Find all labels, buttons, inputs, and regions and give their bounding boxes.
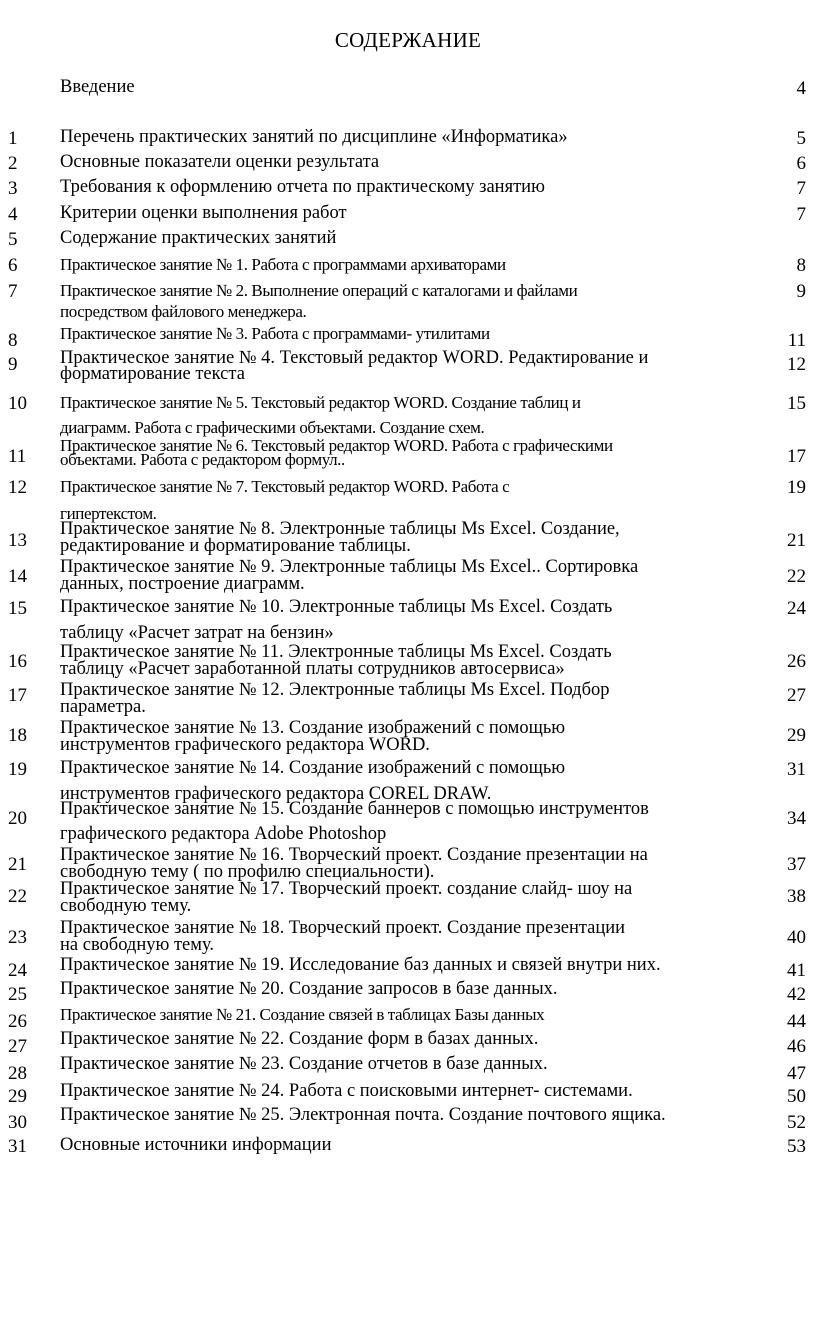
toc-item-number: 20 xyxy=(8,808,27,829)
toc-item-number: 16 xyxy=(8,651,27,672)
toc-item-title: Критерии оценки выполнения работ xyxy=(60,203,347,223)
toc-item-page: 40 xyxy=(787,927,806,948)
toc-item-title: Практическое занятие № 21. Создание связей в таблицах Базы данных xyxy=(60,1005,545,1024)
toc-item-title-continued: свободную тему. xyxy=(60,896,192,916)
toc-item-title: Практическое занятие № 15. Создание баннеров с помощью инструментов xyxy=(60,799,649,819)
toc-item-number: 21 xyxy=(8,854,27,875)
toc-item-page: 53 xyxy=(787,1136,806,1157)
toc-item-page: 42 xyxy=(787,984,806,1005)
toc-item-title-continued: таблицу «Расчет заработанной платы сотрудников автосервиса» xyxy=(60,659,565,679)
toc-item-number: 11 xyxy=(8,446,27,467)
toc-item-title: Практическое занятие № 19. Исследование баз данных и связей внутри них. xyxy=(60,955,661,975)
toc-item-page: 19 xyxy=(787,477,806,498)
toc-item-title: Практическое занятие № 6. Текстовый редактор WORD. Работа с графическими xyxy=(60,436,613,455)
toc-item-title: Практическое занятие № 11. Электронные таблицы Ms Excel. Создать xyxy=(60,642,612,662)
toc-item-number: 17 xyxy=(8,685,27,706)
toc-item-title-continued: инструментов графического редактора WORD. xyxy=(60,735,430,755)
toc-item-title: Практическое занятие № 7. Текстовый редактор WORD. Работа с xyxy=(60,477,510,496)
toc-item-title-continued: форматирование текста xyxy=(60,364,245,384)
page-title: СОДЕРЖАНИЕ xyxy=(334,28,482,52)
toc-item-page: 37 xyxy=(787,854,806,875)
toc-item-title: Основные источники информации xyxy=(60,1135,332,1155)
toc-item-title: Практическое занятие № 20. Создание запросов в базе данных. xyxy=(60,979,558,999)
toc-item-title-continued: графического редактора Adobe Photoshop xyxy=(60,824,387,844)
toc-item-number: 10 xyxy=(8,393,27,414)
toc-item-title: Перечень практических занятий по дисциплине «Информатика» xyxy=(60,127,568,147)
toc-item-title: Основные показатели оценки результата xyxy=(60,152,380,172)
toc-item-title: Содержание практических занятий xyxy=(60,228,337,248)
toc-item-number: 8 xyxy=(8,330,18,351)
toc-item-title-continued: таблицу «Расчет затрат на бензин» xyxy=(60,623,334,643)
toc-item-page: 6 xyxy=(796,153,806,174)
toc-item-number: 7 xyxy=(8,281,18,302)
toc-item-page: 29 xyxy=(787,725,806,746)
toc-item-number: 29 xyxy=(8,1086,27,1107)
toc-item-page: 7 xyxy=(796,204,806,225)
toc-item-page: 38 xyxy=(787,886,806,907)
toc-item-page: 24 xyxy=(787,598,806,619)
toc-item-number: 19 xyxy=(8,759,27,780)
toc-item-number: 14 xyxy=(8,566,27,587)
toc-item-title: Требования к оформлению отчета по практическому занятию xyxy=(60,177,545,197)
toc-item-title-continued: редактирование и форматирование таблицы. xyxy=(60,536,411,556)
toc-item-title: Практическое занятие № 16. Творческий проект. Создание презентации на xyxy=(60,845,648,865)
toc-item-title-continued: параметра. xyxy=(60,697,146,717)
toc-item-title-continued: на свободную тему. xyxy=(60,935,214,955)
toc-item-page: 44 xyxy=(787,1011,806,1032)
toc-item-title: Практическое занятие № 17. Творческий проект. создание слайд- шоу на xyxy=(60,879,633,899)
toc-item-number: 15 xyxy=(8,598,27,619)
toc-item-page: 27 xyxy=(787,685,806,706)
toc-item-page: 5 xyxy=(796,128,806,149)
toc-item-title: Практическое занятие № 1. Работа с программами архиваторами xyxy=(60,255,506,274)
toc-item-number: 22 xyxy=(8,886,27,907)
toc-item-page: 52 xyxy=(787,1112,806,1133)
toc-item-number: 1 xyxy=(8,128,18,149)
toc-item-number: 25 xyxy=(8,984,27,1005)
toc-item-title: Практическое занятие № 5. Текстовый редактор WORD. Создание таблиц и xyxy=(60,393,581,412)
toc-item-number: 4 xyxy=(8,204,18,225)
toc-item-page: 15 xyxy=(787,393,806,414)
toc-item-number: 12 xyxy=(8,477,27,498)
toc-item-title-continued: диаграмм. Работа с графическими объектами. Создание схем. xyxy=(60,418,485,437)
toc-item-page: 31 xyxy=(787,759,806,780)
toc-item-page: 9 xyxy=(796,281,806,302)
toc-item-title: Практическое занятие № 22. Создание форм в базах данных. xyxy=(60,1029,539,1049)
toc-item-page: 46 xyxy=(787,1036,806,1057)
toc-item-title: Практическое занятие № 4. Текстовый редактор WORD. Редактирование и xyxy=(60,348,649,368)
toc-item-title: Практическое занятие № 2. Выполнение операций с каталогами и файлами xyxy=(60,281,578,300)
toc-item-title-continued: инструментов графического редактора COREL DRAW. xyxy=(60,784,492,804)
toc-intro-page: 4 xyxy=(796,78,806,99)
toc-item-number: 24 xyxy=(8,960,27,981)
toc-item-number: 18 xyxy=(8,725,27,746)
toc-item-page: 12 xyxy=(787,354,806,375)
toc-item-number: 31 xyxy=(8,1136,27,1157)
toc-item-page: 11 xyxy=(787,330,806,351)
toc-item-title: Практическое занятие № 23. Создание отчетов в базе данных. xyxy=(60,1054,548,1074)
toc-item-title: Практическое занятие № 13. Создание изображений с помощью xyxy=(60,718,566,738)
toc-item-title-continued: свободную тему ( по профилю специальности). xyxy=(60,862,435,882)
toc-item-title: Практическое занятие № 14. Создание изображений с помощью xyxy=(60,758,566,778)
toc-item-title: Практическое занятие № 8. Электронные таблицы Ms Excel. Создание, xyxy=(60,519,620,539)
toc-item-page: 22 xyxy=(787,566,806,587)
toc-item-title: Практическое занятие № 25. Электронная почта. Создание почтового ящика. xyxy=(60,1105,666,1125)
toc-item-page: 8 xyxy=(796,255,806,276)
toc-item-number: 28 xyxy=(8,1063,27,1084)
toc-item-page: 34 xyxy=(787,808,806,829)
toc-item-title-continued: посредством файлового менеджера. xyxy=(60,302,307,321)
toc-item-title: Практическое занятие № 18. Творческий проект. Создание презентации xyxy=(60,918,626,938)
toc-item-page: 21 xyxy=(787,530,806,551)
toc-item-title-continued: объектами. Работа с редактором формул.. xyxy=(60,450,345,469)
toc-item-number: 27 xyxy=(8,1036,27,1057)
toc-item-number: 30 xyxy=(8,1112,27,1133)
toc-item-number: 2 xyxy=(8,153,18,174)
toc-item-page: 47 xyxy=(787,1063,806,1084)
toc-item-title-continued: данных, построение диаграмм. xyxy=(60,574,305,594)
toc-item-page: 17 xyxy=(787,446,806,467)
toc-item-page: 26 xyxy=(787,651,806,672)
toc-item-title: Практическое занятие № 24. Работа с поисковыми интернет- системами. xyxy=(60,1081,633,1101)
toc-item-number: 3 xyxy=(8,178,18,199)
toc-item-title: Практическое занятие № 12. Электронные таблицы Ms Excel. Подбор xyxy=(60,680,610,700)
toc-item-number: 9 xyxy=(8,354,18,375)
toc-item-number: 5 xyxy=(8,229,18,250)
toc-item-number: 6 xyxy=(8,255,18,276)
toc-item-number: 23 xyxy=(8,927,27,948)
toc-item-page: 7 xyxy=(796,178,806,199)
toc-item-number: 26 xyxy=(8,1011,27,1032)
toc-item-number: 13 xyxy=(8,530,27,551)
toc-item-title: Практическое занятие № 10. Электронные таблицы Ms Excel. Создать xyxy=(60,597,613,617)
toc-item-title: Практическое занятие № 9. Электронные таблицы Ms Excel.. Сортировка xyxy=(60,557,639,577)
toc-item-title-continued: гипертекстом. xyxy=(60,504,157,523)
toc-item-page: 41 xyxy=(787,960,806,981)
toc-item-title: Практическое занятие № 3. Работа с программами- утилитами xyxy=(60,324,490,343)
toc-intro-text: Введение xyxy=(60,77,135,97)
toc-item-page: 50 xyxy=(787,1086,806,1107)
